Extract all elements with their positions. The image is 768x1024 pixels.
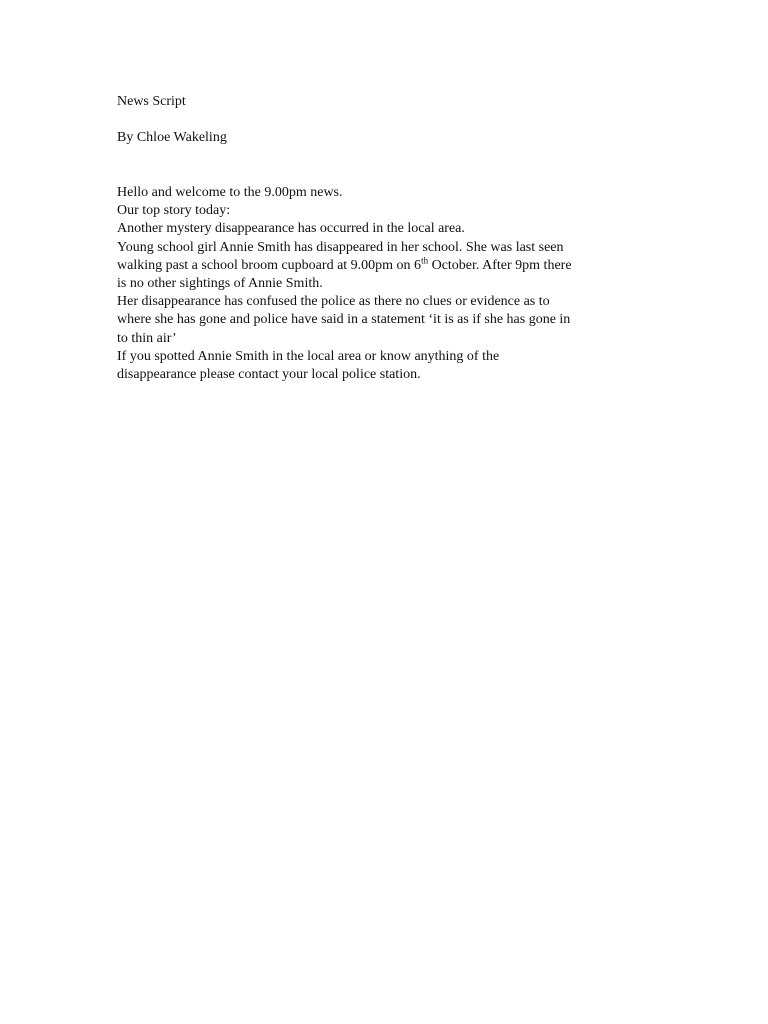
- body-line: where she has gone and police have said in a statement ‘it is as if she has gone in: [117, 312, 571, 328]
- body-line: is no other sightings of Annie Smith.: [117, 276, 323, 292]
- document-author: By Chloe Wakeling: [117, 130, 227, 145]
- body-line: Her disappearance has confused the police as there no clues or evidence as to: [117, 294, 550, 310]
- body-line: If you spotted Annie Smith in the local area or know anything of the: [117, 348, 500, 364]
- body-line: to thin air’: [117, 330, 177, 346]
- body-line: Young school girl Annie Smith has disappeared in her school. She was last seen: [117, 239, 564, 255]
- body-line-part: walking past a school broom cupboard at 9.00pm on 6: [117, 257, 422, 273]
- body-line: Our top story today:: [117, 203, 231, 219]
- body-line: Another mystery disappearance has occurred in the local area.: [117, 221, 465, 237]
- news-script-body: [117, 184, 677, 384]
- document-title: News Script: [117, 94, 186, 109]
- body-line: [117, 257, 677, 275]
- body-line-part: October. After 9pm there: [428, 257, 572, 273]
- body-line: disappearance please contact your local police station.: [117, 367, 421, 383]
- body-line: Hello and welcome to the 9.00pm news.: [117, 185, 343, 200]
- ordinal-suffix: th: [421, 255, 429, 266]
